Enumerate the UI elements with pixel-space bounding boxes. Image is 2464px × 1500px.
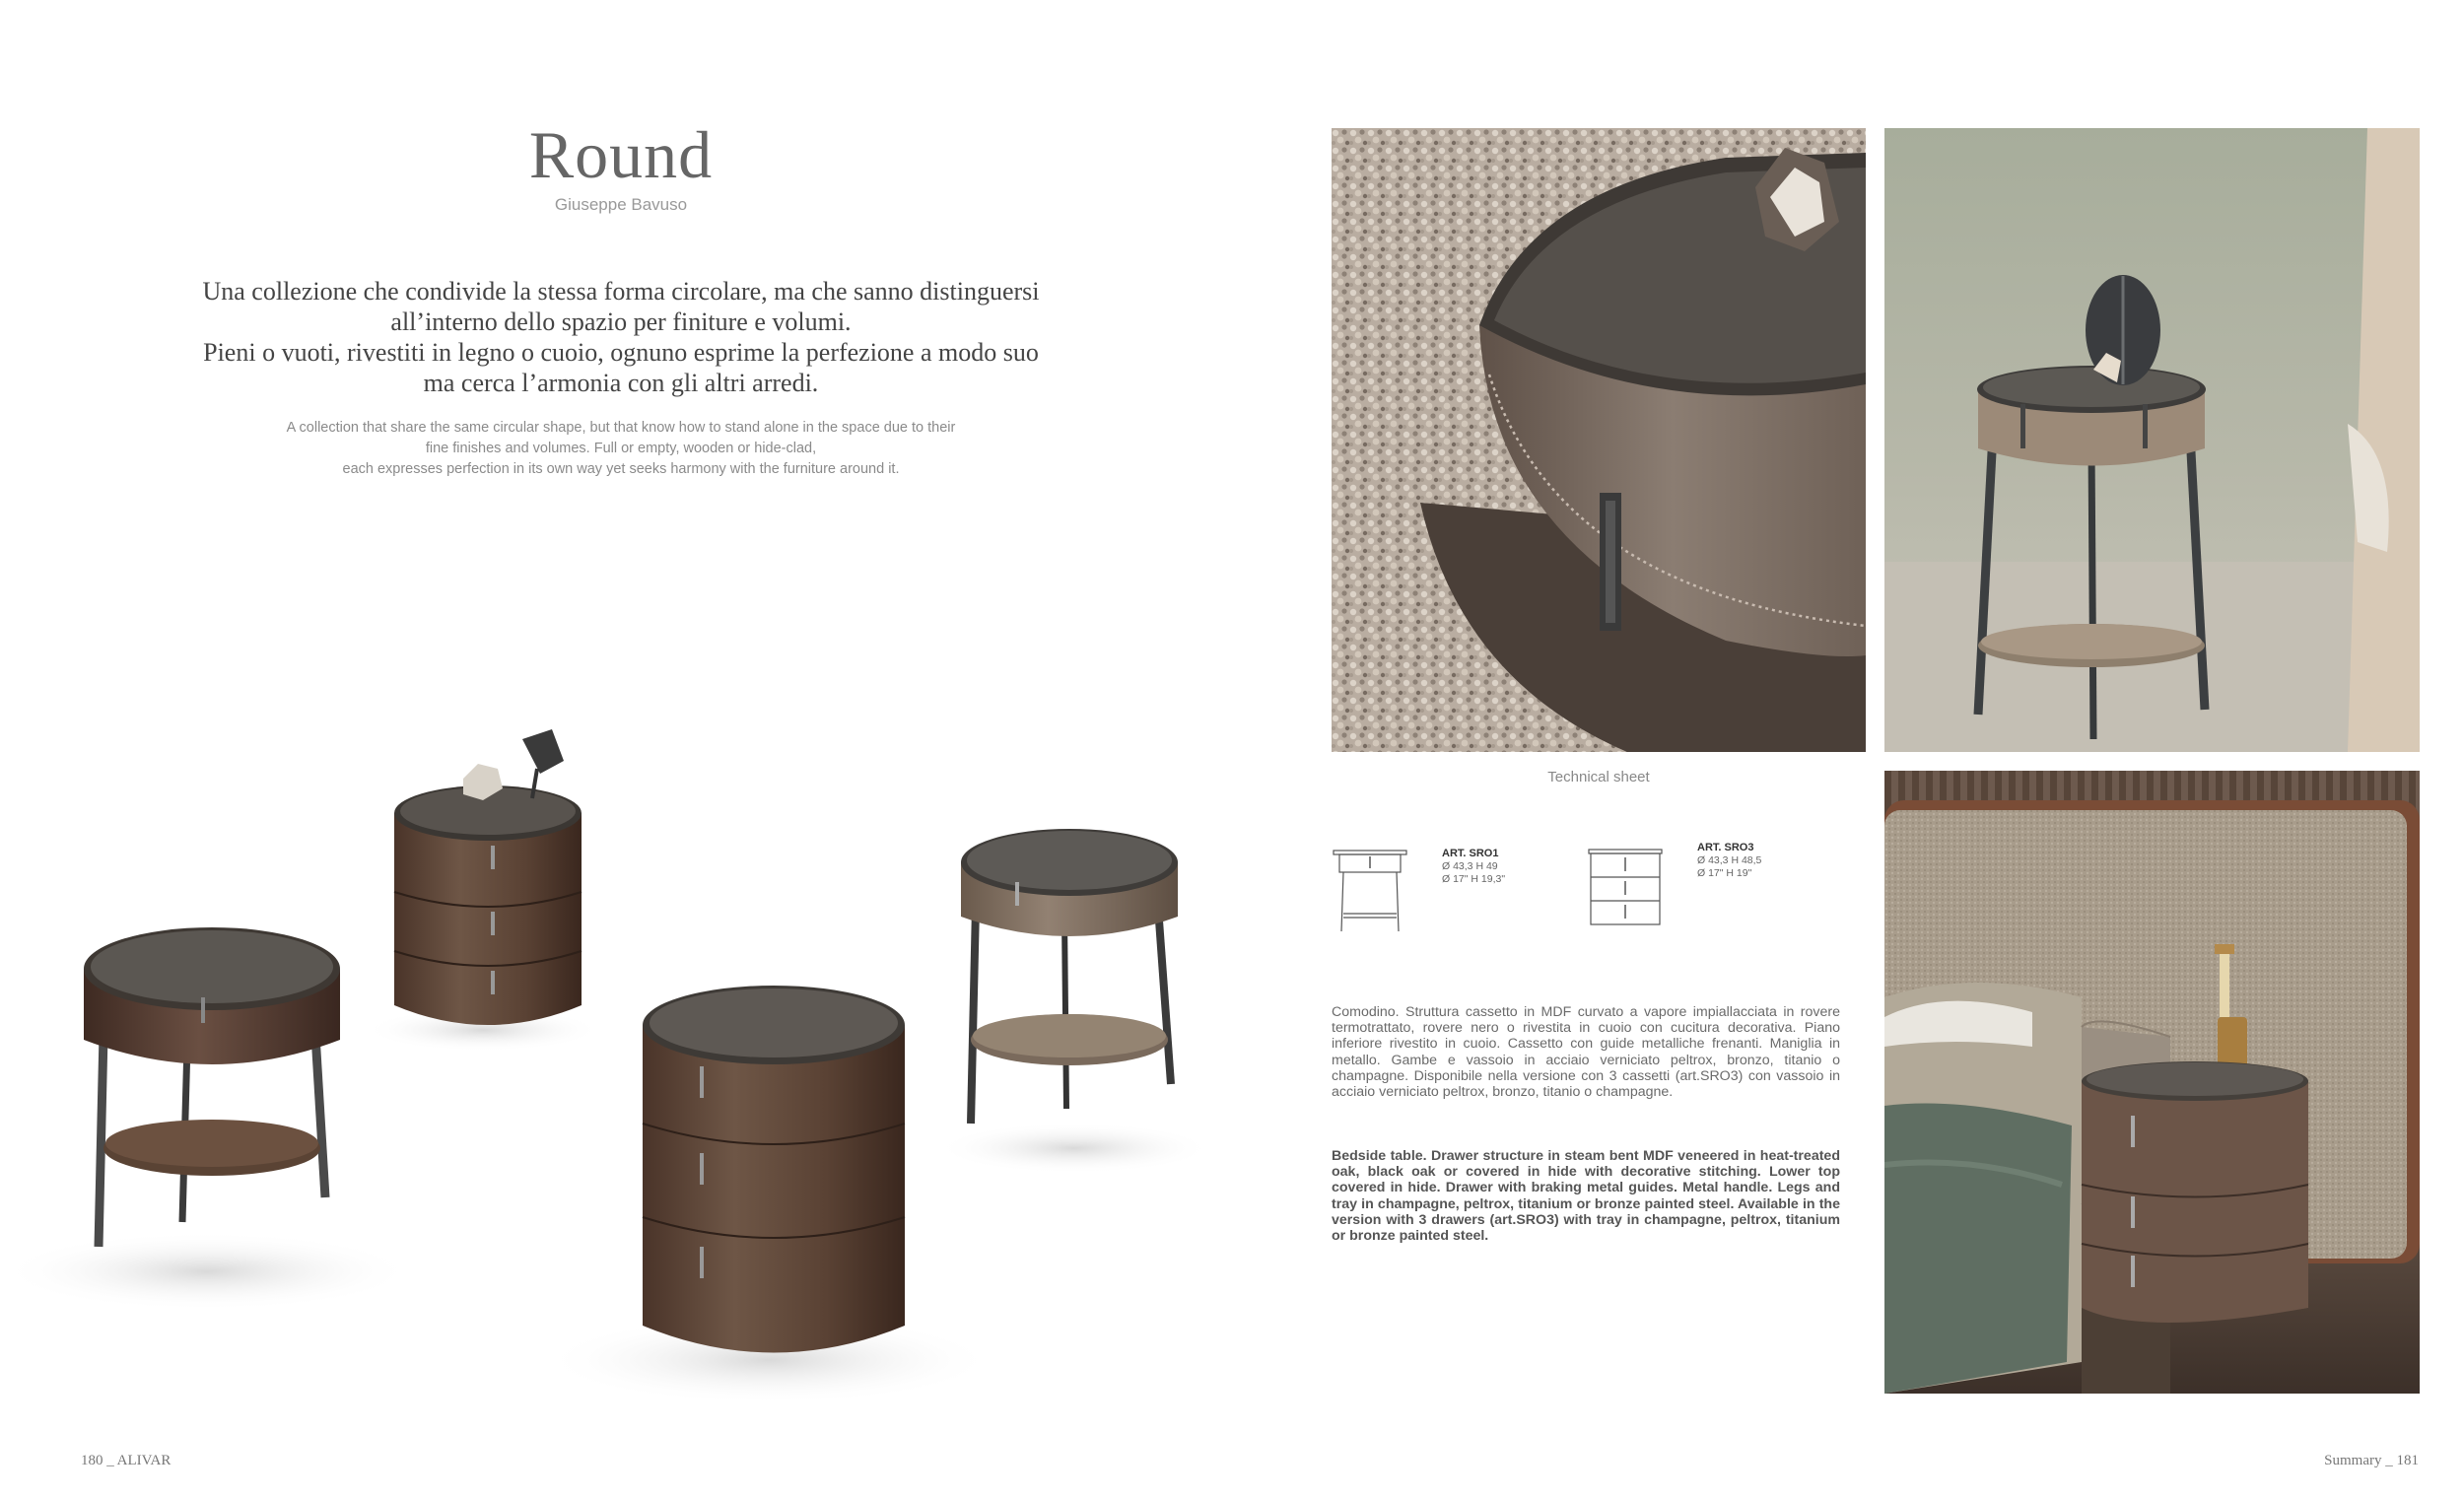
table-leather-sro1 [961,829,1178,1124]
intro-italian-line: ma cerca l’armonia con gli altri arredi. [423,369,819,397]
intro-english-line: fine finishes and volumes. Full or empty, wooden or hide-clad, [425,441,817,456]
intro-italian-line: Una collezione che condivide la stessa forma circolare, ma che sanno distinguersi [202,277,1040,306]
sro1-dim-metric: Ø 43,3 H 49 [1442,860,1498,872]
tech-item-sro3 [1587,838,1843,936]
detail-photo [1332,128,1866,752]
designer-name: Giuseppe Bavuso [554,195,688,214]
sro3-specs [1697,842,1761,880]
intro-italian-line: all’interno dello spazio per finiture e volumi. [390,307,852,336]
intro-english-line: A collection that share the same circular shape, but that know how to stand alone in the space due to their [286,420,956,436]
intro-italian-line: Pieni o vuoti, rivestiti in legno o cuoio, ognuno esprime la perfezione a modo suo [203,338,1039,367]
sro3-dim-metric: Ø 43,3 H 48,5 [1697,854,1762,866]
tech-item-sro1 [1332,843,1588,941]
page-title: Round [528,117,714,192]
sro1-dim-imperial: Ø 17" H 19,3" [1442,873,1506,885]
sro3-dim-imperial: Ø 17" H 19" [1697,867,1752,879]
description-english: Bedside table. Drawer structure in steam bent MDF veneered in heat-treated oak, black oak or covered in hide with decorative stitching. Lower top covered in hide. Drawer with braking metal guides. Metal handle. Legs and tray in champagne, peltrox, titanium or bronze painted steel. Available in the version with 3 drawers (art.SRO3) with tray in champagne, peltrox, titanium or bronze painted steel. [1332,1148,1840,1245]
table-drawers-sro3-front [643,986,905,1353]
hero-product-photo [0,690,1271,1459]
table-wood-sro1 [84,927,340,1247]
sro3-drawing [1587,838,1666,931]
page-number-left: 180 _ ALIVAR [81,1453,171,1468]
interior-photo [1884,128,2420,752]
page-number-right: Summary _ 181 [2324,1453,2419,1468]
sro1-art: ART. SRO1 [1442,848,1499,859]
bedroom-photo [1884,771,2420,1394]
table-drawers-sro3-back [394,729,582,1025]
description-italian: Comodino. Struttura cassetto in MDF curvato a vapore impiallacciata in rovere termotrattato, rovere nero o rivestita in cuoio con cucitura decorativa. Piano inferiore rivestito in cuoio. Cassetto con guide metalliche frenanti. Maniglia in metallo. Gambe e vassoio in acciaio verniciato peltrox, bronzo, titanio o champagne. Disponibile nella versione con 3 cassetti (art.SRO3) con vassoio in acciaio verniciato peltrox, bronzo, titanio o champagne. [1332,1004,1840,1101]
sro1-specs [1442,848,1505,886]
sro3-art: ART. SRO3 [1697,842,1754,853]
sro1-drawing [1332,843,1410,936]
intro-english [187,418,1055,480]
technical-sheet-label: Technical sheet [1547,769,1650,785]
intro-english-line: each expresses perfection in its own way yet seeks harmony with the furniture around it. [342,461,900,477]
intro-italian [118,276,1124,398]
